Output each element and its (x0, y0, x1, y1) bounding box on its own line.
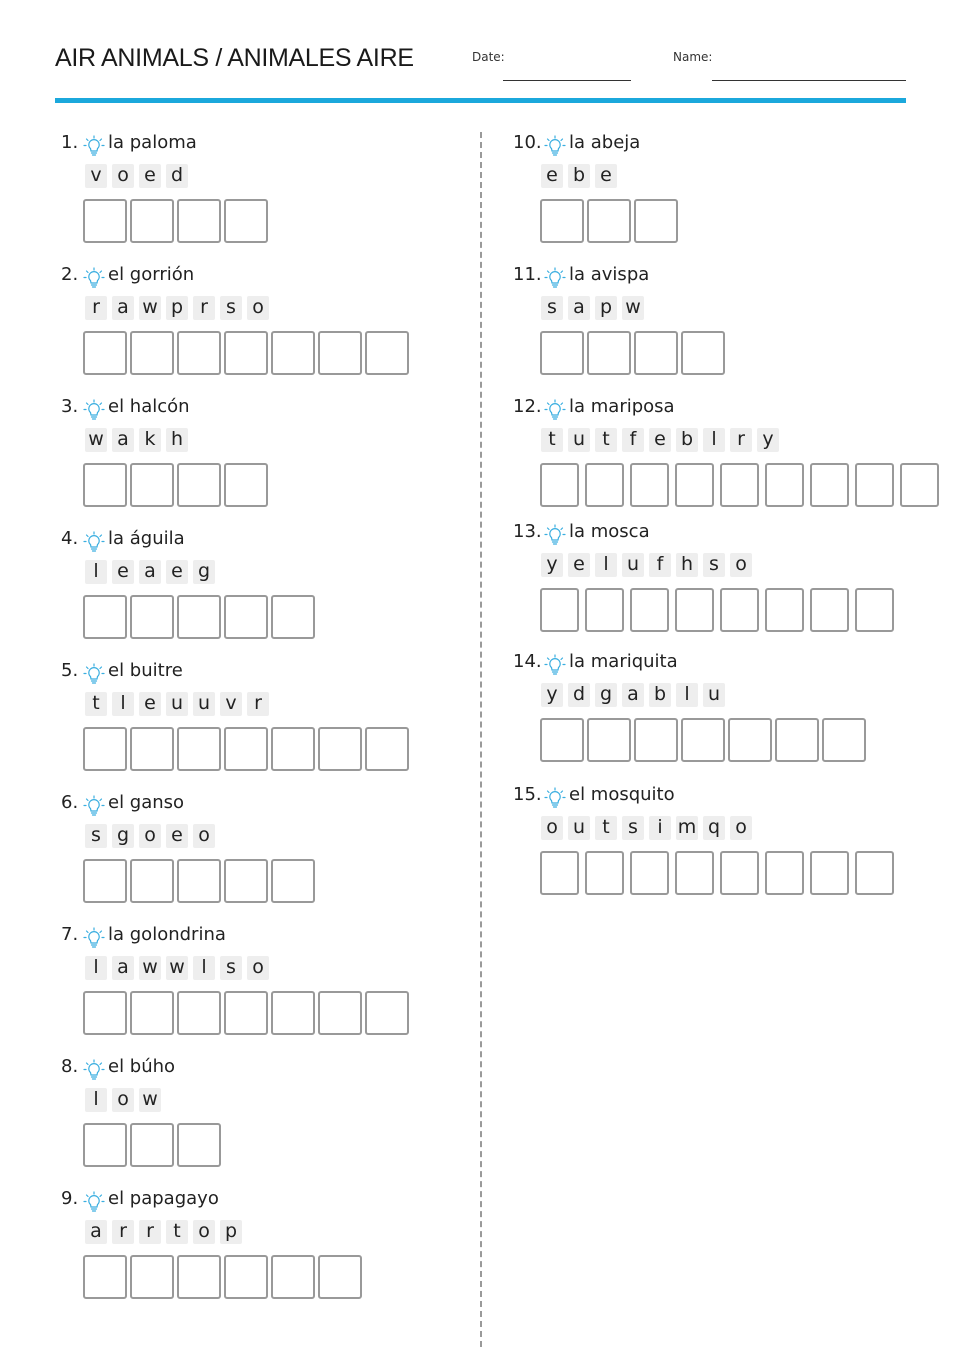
answer-box[interactable] (130, 991, 174, 1035)
answer-box[interactable] (177, 595, 221, 639)
answer-box[interactable] (224, 991, 268, 1035)
lightbulb-icon[interactable] (544, 135, 566, 157)
spanish-word: la abeja (569, 132, 641, 153)
answer-box[interactable] (130, 1255, 174, 1299)
answer-box[interactable] (585, 463, 624, 507)
scrambled-letter: u (166, 692, 188, 716)
scrambled-letter: g (193, 560, 215, 584)
lightbulb-icon[interactable] (544, 524, 566, 546)
scrambled-letter: r (112, 1220, 134, 1244)
scrambled-letter: u (568, 816, 590, 840)
answer-box[interactable] (130, 199, 174, 243)
answer-box[interactable] (675, 851, 714, 895)
spanish-word: la águila (108, 528, 185, 549)
answer-box[interactable] (271, 331, 315, 375)
item-number: 11. (513, 264, 542, 285)
answer-box[interactable] (540, 718, 584, 762)
answer-box[interactable] (540, 199, 584, 243)
item-number: 2. (61, 264, 79, 285)
scrambled-letter: e (112, 560, 134, 584)
item-number: 5. (61, 660, 79, 681)
answer-box[interactable] (177, 1255, 221, 1299)
answer-box[interactable] (775, 718, 819, 762)
scrambled-letter: r (193, 296, 215, 320)
answer-box[interactable] (810, 463, 849, 507)
spanish-word: la mosca (569, 521, 650, 542)
spanish-word: la mariquita (569, 651, 678, 672)
answer-box[interactable] (318, 1255, 362, 1299)
answer-box[interactable] (224, 595, 268, 639)
scrambled-letter: e (568, 553, 590, 577)
scrambled-letter: u (568, 428, 590, 452)
scrambled-letter: t (595, 428, 617, 452)
answer-box[interactable] (318, 727, 362, 771)
item-number: 8. (61, 1056, 79, 1077)
scrambled-letter: e (649, 428, 671, 452)
scrambled-letter: l (703, 428, 725, 452)
scrambled-letter: s (85, 824, 107, 848)
scrambled-letter: a (112, 956, 134, 980)
answer-box[interactable] (634, 718, 678, 762)
answer-box[interactable] (224, 727, 268, 771)
scrambled-letter: u (703, 683, 725, 707)
scrambled-letter: a (112, 428, 134, 452)
answer-box[interactable] (540, 331, 584, 375)
worksheet-title: AIR ANIMALS / ANIMALES AIRE (55, 44, 414, 72)
scrambled-letter: r (85, 296, 107, 320)
worksheet-header (55, 0, 906, 104)
answer-box[interactable] (681, 331, 725, 375)
item-number: 4. (61, 528, 79, 549)
answer-box[interactable] (130, 859, 174, 903)
answer-box[interactable] (585, 588, 624, 632)
answer-box[interactable] (83, 1255, 127, 1299)
scrambled-letter: s (622, 816, 644, 840)
scrambled-letter: e (139, 164, 161, 188)
scrambled-letter: w (139, 1088, 161, 1112)
answer-box[interactable] (271, 1255, 315, 1299)
scrambled-letter: h (166, 428, 188, 452)
answer-box[interactable] (177, 463, 221, 507)
scrambled-letter: w (139, 296, 161, 320)
answer-box[interactable] (630, 463, 669, 507)
scrambled-letter: w (622, 296, 644, 320)
scrambled-letter: e (166, 560, 188, 584)
answer-box[interactable] (822, 718, 866, 762)
answer-box[interactable] (855, 463, 894, 507)
answer-box[interactable] (765, 588, 804, 632)
scrambled-letter: g (595, 683, 617, 707)
scrambled-letter: t (595, 816, 617, 840)
scrambled-letter: r (247, 692, 269, 716)
answer-box[interactable] (83, 859, 127, 903)
lightbulb-icon[interactable] (544, 267, 566, 289)
answer-box[interactable] (365, 727, 409, 771)
scrambled-letter: v (85, 164, 107, 188)
item-number: 15. (513, 784, 542, 805)
answer-box[interactable] (318, 991, 362, 1035)
answer-box[interactable] (681, 718, 725, 762)
scrambled-letter: w (166, 956, 188, 980)
answer-box[interactable] (720, 851, 759, 895)
item-number: 6. (61, 792, 79, 813)
scrambled-letter: t (166, 1220, 188, 1244)
lightbulb-icon[interactable] (83, 399, 105, 421)
scrambled-letter: y (757, 428, 779, 452)
scrambled-letter: a (622, 683, 644, 707)
answer-box[interactable] (83, 463, 127, 507)
answer-box[interactable] (630, 851, 669, 895)
item-number: 7. (61, 924, 79, 945)
scrambled-letter: o (541, 816, 563, 840)
scrambled-letter: h (676, 553, 698, 577)
scrambled-letter: t (85, 692, 107, 716)
scrambled-letter: g (112, 824, 134, 848)
answer-box[interactable] (365, 331, 409, 375)
spanish-word: el ganso (108, 792, 185, 813)
answer-box[interactable] (720, 588, 759, 632)
scrambled-letter: t (541, 428, 563, 452)
scrambled-letter: o (247, 956, 269, 980)
answer-box[interactable] (83, 199, 127, 243)
answer-box[interactable] (177, 199, 221, 243)
scrambled-letter: o (112, 1088, 134, 1112)
scrambled-letter: y (541, 553, 563, 577)
answer-box[interactable] (224, 859, 268, 903)
answer-box[interactable] (130, 727, 174, 771)
answer-box[interactable] (540, 851, 579, 895)
spanish-word: la paloma (108, 132, 197, 153)
answer-box[interactable] (365, 991, 409, 1035)
answer-box[interactable] (855, 851, 894, 895)
item-number: 9. (61, 1188, 79, 1209)
scrambled-letter: f (622, 428, 644, 452)
answer-box[interactable] (224, 331, 268, 375)
scrambled-letter: s (703, 553, 725, 577)
spanish-word: la avispa (569, 264, 650, 285)
answer-box[interactable] (83, 1123, 127, 1167)
scrambled-letter: p (220, 1220, 242, 1244)
scrambled-letter: o (112, 164, 134, 188)
scrambled-letter: l (676, 683, 698, 707)
answer-box[interactable] (177, 331, 221, 375)
lightbulb-icon[interactable] (83, 927, 105, 949)
answer-box[interactable] (720, 463, 759, 507)
scrambled-letter: e (139, 692, 161, 716)
answer-box[interactable] (675, 463, 714, 507)
scrambled-letter: e (595, 164, 617, 188)
spanish-word: el mosquito (569, 784, 675, 805)
spanish-word: el halcón (108, 396, 190, 417)
answer-box[interactable] (765, 463, 804, 507)
answer-box[interactable] (271, 595, 315, 639)
item-number: 13. (513, 521, 542, 542)
scrambled-letter: r (139, 1220, 161, 1244)
scrambled-letter: r (730, 428, 752, 452)
answer-box[interactable] (587, 199, 631, 243)
lightbulb-icon[interactable] (544, 787, 566, 809)
scrambled-letter: a (85, 1220, 107, 1244)
lightbulb-icon[interactable] (83, 795, 105, 817)
answer-box[interactable] (271, 859, 315, 903)
item-number: 12. (513, 396, 542, 417)
answer-box[interactable] (130, 463, 174, 507)
scrambled-letter: s (541, 296, 563, 320)
scrambled-letter: u (622, 553, 644, 577)
scrambled-letter: p (595, 296, 617, 320)
scrambled-letter: w (85, 428, 107, 452)
scrambled-letter: e (166, 824, 188, 848)
answer-box[interactable] (271, 991, 315, 1035)
scrambled-letter: l (595, 553, 617, 577)
answer-box[interactable] (810, 588, 849, 632)
answer-box[interactable] (224, 1255, 268, 1299)
answer-box[interactable] (271, 727, 315, 771)
lightbulb-icon[interactable] (544, 654, 566, 676)
scrambled-letter: i (649, 816, 671, 840)
scrambled-letter: b (649, 683, 671, 707)
lightbulb-icon[interactable] (83, 267, 105, 289)
answer-box[interactable] (177, 727, 221, 771)
lightbulb-icon[interactable] (83, 663, 105, 685)
lightbulb-icon[interactable] (83, 531, 105, 553)
scrambled-letter: l (85, 956, 107, 980)
scrambled-letter: l (112, 692, 134, 716)
answer-box[interactable] (130, 595, 174, 639)
scrambled-letter: o (730, 816, 752, 840)
spanish-word: el papagayo (108, 1188, 219, 1209)
answer-box[interactable] (810, 851, 849, 895)
scrambled-letter: v (220, 692, 242, 716)
answer-box[interactable] (83, 595, 127, 639)
answer-box[interactable] (634, 331, 678, 375)
spanish-word: el búho (108, 1056, 176, 1077)
answer-box[interactable] (318, 331, 362, 375)
scrambled-letter: a (112, 296, 134, 320)
date-label: Date: (472, 50, 505, 64)
scrambled-letter: d (166, 164, 188, 188)
scrambled-letter: o (193, 1220, 215, 1244)
scrambled-letter: m (677, 816, 697, 838)
scrambled-letter: s (220, 956, 242, 980)
answer-box[interactable] (540, 463, 579, 507)
scrambled-letter: l (85, 1088, 107, 1112)
answer-box[interactable] (177, 991, 221, 1035)
scrambled-letter: b (676, 428, 698, 452)
scrambled-letter: u (193, 692, 215, 716)
answer-box[interactable] (630, 588, 669, 632)
answer-box[interactable] (83, 727, 127, 771)
scrambled-letter: a (139, 560, 161, 584)
lightbulb-icon[interactable] (83, 135, 105, 157)
item-number: 1. (61, 132, 79, 153)
scrambled-letter: k (139, 428, 161, 452)
scrambled-letter: e (541, 164, 563, 188)
answer-box[interactable] (855, 588, 894, 632)
answer-box[interactable] (728, 718, 772, 762)
item-number: 3. (61, 396, 79, 417)
header-accent-bar (55, 98, 906, 103)
answer-box[interactable] (83, 991, 127, 1035)
scrambled-letter: y (541, 683, 563, 707)
scrambled-letter: d (568, 683, 590, 707)
spanish-word: el gorrión (108, 264, 195, 285)
answer-box[interactable] (130, 1123, 174, 1167)
answer-box[interactable] (224, 199, 268, 243)
answer-box[interactable] (675, 588, 714, 632)
scrambled-letter: f (649, 553, 671, 577)
item-number: 10. (513, 132, 542, 153)
answer-box[interactable] (224, 463, 268, 507)
scrambled-letter: l (85, 560, 107, 584)
answer-box[interactable] (634, 199, 678, 243)
answer-box[interactable] (587, 331, 631, 375)
spanish-word: la mariposa (569, 396, 675, 417)
answer-box[interactable] (587, 718, 631, 762)
scrambled-letter: o (247, 296, 269, 320)
answer-box[interactable] (130, 331, 174, 375)
scrambled-letter: o (193, 824, 215, 848)
item-number: 14. (513, 651, 542, 672)
name-label: Name: (673, 50, 713, 64)
scrambled-letter: q (703, 816, 725, 840)
column-divider (480, 132, 482, 1347)
answer-box[interactable] (177, 859, 221, 903)
answer-box[interactable] (83, 331, 127, 375)
answer-box[interactable] (177, 1123, 221, 1167)
scrambled-letter: b (568, 164, 590, 188)
scrambled-letter: p (166, 296, 188, 320)
spanish-word: la golondrina (108, 924, 226, 945)
scrambled-letter: o (730, 553, 752, 577)
answer-box[interactable] (900, 463, 939, 507)
lightbulb-icon[interactable] (83, 1059, 105, 1081)
date-field[interactable] (503, 80, 631, 81)
scrambled-letter: l (193, 956, 215, 980)
answer-box[interactable] (765, 851, 804, 895)
spanish-word: el buitre (108, 660, 183, 681)
answer-box[interactable] (540, 588, 579, 632)
answer-box[interactable] (585, 851, 624, 895)
lightbulb-icon[interactable] (83, 1191, 105, 1213)
name-field[interactable] (712, 80, 906, 81)
lightbulb-icon[interactable] (544, 399, 566, 421)
scrambled-letter: o (139, 824, 161, 848)
scrambled-letter: s (220, 296, 242, 320)
scrambled-letter: w (139, 956, 161, 980)
scrambled-letter: a (568, 296, 590, 320)
